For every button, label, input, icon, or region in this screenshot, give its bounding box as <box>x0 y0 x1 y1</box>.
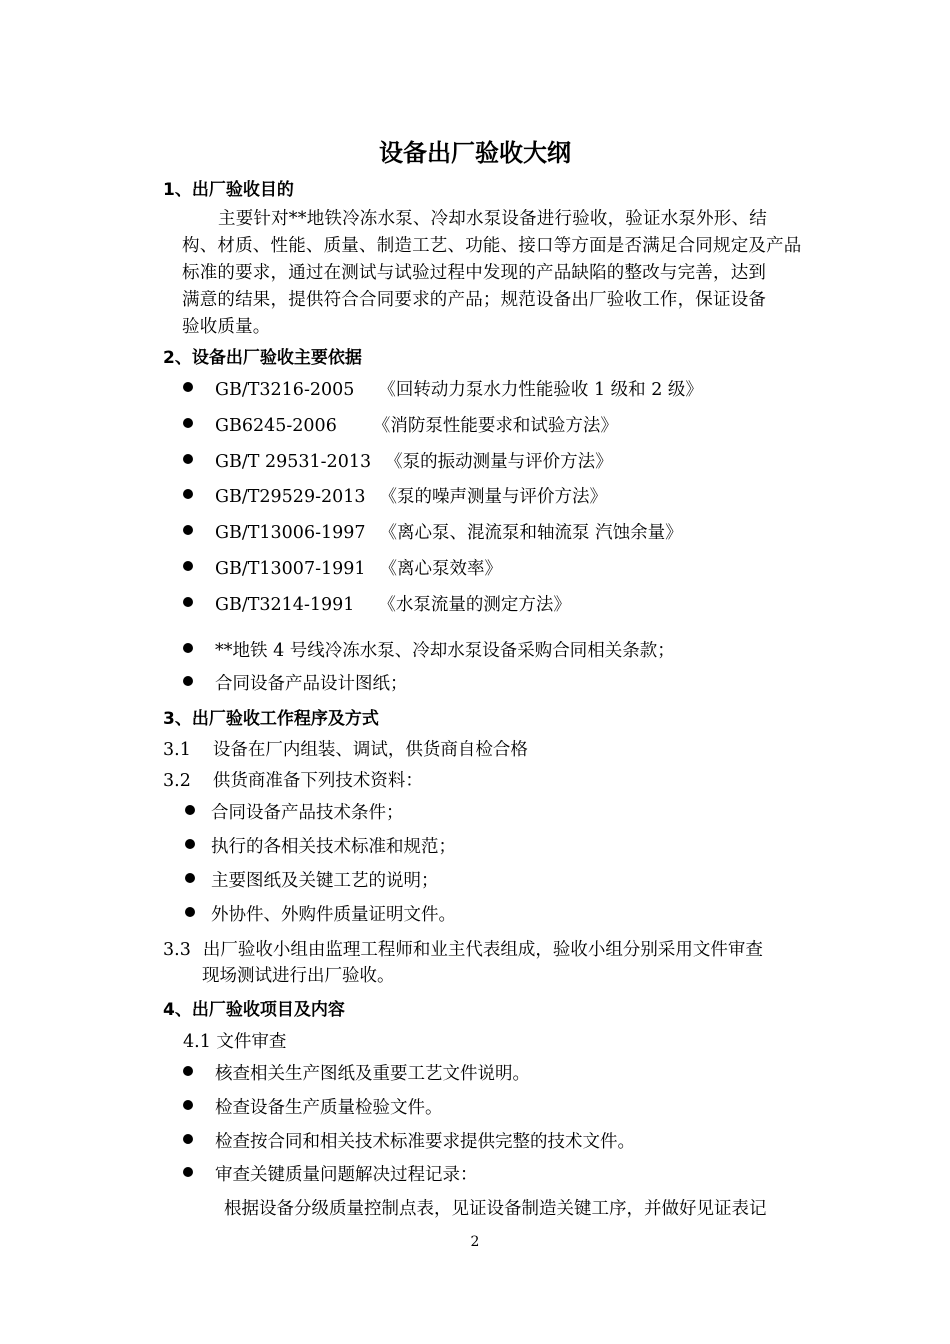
paragraph-line: 根据设备分级质量控制点表，见证设备制造关键工序，并做好见证表记 <box>224 1199 767 1219</box>
standard-item: GB/T3216-2005 《回转动力泵水力性能验收 1 级和 2 级》 <box>215 380 703 400</box>
section-4-heading: 4、出厂验收项目及内容 <box>163 1000 345 1020</box>
bullet-icon <box>183 561 193 571</box>
standard-item: GB/T 29531-2013 《泵的振动测量与评价方法》 <box>215 452 613 472</box>
bullet-icon <box>183 1066 193 1076</box>
subsection-heading: 4.1 文件审查 <box>183 1032 287 1052</box>
bullet-icon <box>183 489 193 499</box>
bullet-icon <box>183 1100 193 1110</box>
paragraph-line: 标准的要求，通过在测试与试验过程中发现的产品缺陷的整改与完善，达到 <box>182 263 767 283</box>
numbered-item-continuation: 现场测试进行出厂验收。 <box>202 966 395 986</box>
bullet-icon <box>185 873 195 883</box>
bullet-icon <box>183 597 193 607</box>
list-item: 检查按合同和相关技术标准要求提供完整的技术文件。 <box>215 1132 635 1152</box>
bullet-icon <box>185 805 195 815</box>
page-number: 2 <box>470 1234 480 1250</box>
list-item: 合同设备产品设计图纸； <box>215 674 408 694</box>
standard-item: GB/T13007-1991 《离心泵效率》 <box>215 559 503 579</box>
bullet-icon <box>183 382 193 392</box>
paragraph-line: 验收质量。 <box>182 317 271 337</box>
paragraph-line: 满意的结果，提供符合合同要求的产品；规范设备出厂验收工作，保证设备 <box>182 290 767 310</box>
bullet-icon <box>185 907 195 917</box>
section-3-heading: 3、出厂验收工作程序及方式 <box>163 709 379 729</box>
bullet-icon <box>183 676 193 686</box>
paragraph-line: 主要针对**地铁冷冻水泵、冷却水泵设备进行验收，验证水泵外形、结 <box>218 209 767 229</box>
list-item: 执行的各相关技术标准和规范； <box>211 837 456 857</box>
list-item: 主要图纸及关键工艺的说明； <box>211 871 439 891</box>
numbered-item: 3.3 出厂验收小组由监理工程师和业主代表组成，验收小组分别采用文件审查 <box>163 940 763 960</box>
numbered-item: 3.2 供货商准备下列技术资料： <box>163 771 423 791</box>
document-title: 设备出厂验收大纲 <box>379 139 571 167</box>
list-item: 核查相关生产图纸及重要工艺文件说明。 <box>215 1064 530 1084</box>
list-item: 合同设备产品技术条件； <box>211 803 404 823</box>
section-2-heading: 2、设备出厂验收主要依据 <box>163 348 362 368</box>
standard-item: GB/T3214-1991 《水泵流量的测定方法》 <box>215 595 571 615</box>
paragraph-line: 构、材质、性能、质量、制造工艺、功能、接口等方面是否满足合同规定及产品 <box>182 236 802 256</box>
bullet-icon <box>183 454 193 464</box>
bullet-icon <box>183 1167 193 1177</box>
list-item: 检查设备生产质量检验文件。 <box>215 1098 443 1118</box>
standard-item: GB/T29529-2013 《泵的噪声测量与评价方法》 <box>215 487 608 507</box>
bullet-icon <box>185 839 195 849</box>
numbered-item: 3.1 设备在厂内组装、调试，供货商自检合格 <box>163 740 528 760</box>
standard-item: GB/T13006-1997 《离心泵、混流泵和轴流泵 汽蚀余量》 <box>215 523 683 543</box>
bullet-icon <box>183 525 193 535</box>
list-item: **地铁 4 号线冷冻水泵、冷却水泵设备采购合同相关条款； <box>215 641 675 661</box>
standard-item: GB6245-2006 《消防泵性能要求和试验方法》 <box>215 416 618 436</box>
section-1-heading: 1、出厂验收目的 <box>163 180 294 200</box>
bullet-icon <box>183 643 193 653</box>
bullet-icon <box>183 1134 193 1144</box>
list-item: 外协件、外购件质量证明文件。 <box>211 905 456 925</box>
bullet-icon <box>183 418 193 428</box>
list-item: 审查关键质量问题解决过程记录： <box>215 1165 478 1185</box>
section-1-paragraph <box>182 206 810 341</box>
